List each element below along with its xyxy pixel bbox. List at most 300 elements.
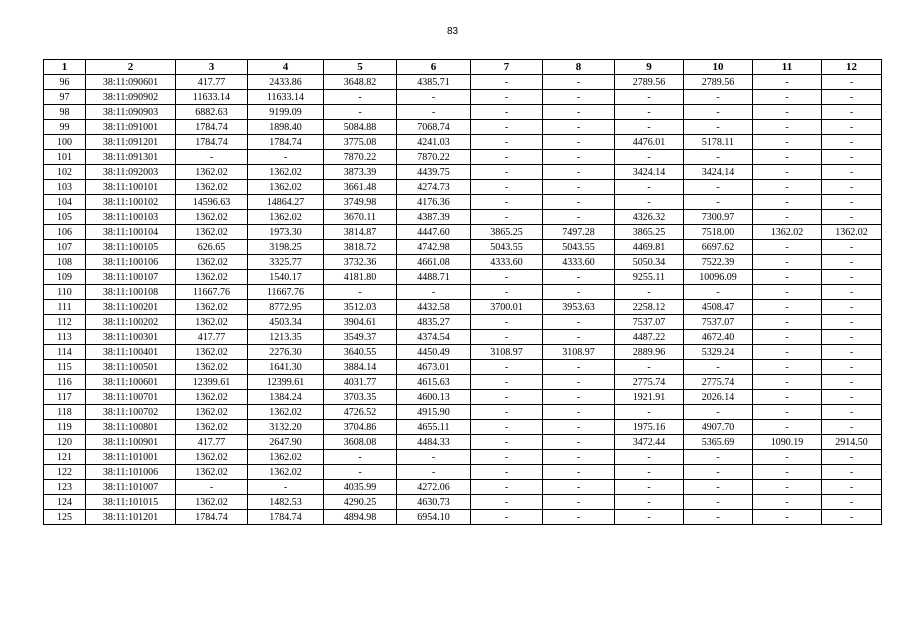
table-cell: 11667.76 xyxy=(176,285,248,300)
table-cell: 4488.71 xyxy=(397,270,471,285)
table-cell: 2789.56 xyxy=(684,75,753,90)
table-row xyxy=(44,330,882,345)
table-cell: 3424.14 xyxy=(615,165,684,180)
table-cell: 1362.02 xyxy=(176,495,248,510)
table-cell: 14596.63 xyxy=(176,195,248,210)
table-cell: 3749.98 xyxy=(324,195,397,210)
table-cell: 3818.72 xyxy=(324,240,397,255)
table-cell: 3814.87 xyxy=(324,225,397,240)
table-cell: - xyxy=(471,360,543,375)
table-cell: 3704.86 xyxy=(324,420,397,435)
table-cell: 1362.02 xyxy=(176,315,248,330)
table-cell: 12399.61 xyxy=(176,375,248,390)
table-cell: - xyxy=(753,375,822,390)
table-cell: 2789.56 xyxy=(615,75,684,90)
table-cell: 2889.96 xyxy=(615,345,684,360)
table-row xyxy=(44,90,882,105)
table-cell: - xyxy=(822,300,882,315)
table-cell: - xyxy=(471,435,543,450)
table-cell: 38:11:100202 xyxy=(86,315,176,330)
table-cell: - xyxy=(543,75,615,90)
table-cell: - xyxy=(471,405,543,420)
table-cell: 38:11:100108 xyxy=(86,285,176,300)
table-cell: - xyxy=(543,150,615,165)
table-cell: - xyxy=(471,195,543,210)
table-cell: 4387.39 xyxy=(397,210,471,225)
table-cell: 1784.74 xyxy=(176,135,248,150)
table-cell: 4290.25 xyxy=(324,495,397,510)
table-cell: 7870.22 xyxy=(397,150,471,165)
table-cell: 4176.36 xyxy=(397,195,471,210)
table-cell: 3648.82 xyxy=(324,75,397,90)
table-cell: - xyxy=(822,375,882,390)
table-cell: - xyxy=(753,405,822,420)
table-cell: 38:11:100104 xyxy=(86,225,176,240)
table-cell: 9255.11 xyxy=(615,270,684,285)
table-cell: 1384.24 xyxy=(248,390,324,405)
table-cell: - xyxy=(615,360,684,375)
table-cell: - xyxy=(822,360,882,375)
table-cell: - xyxy=(753,255,822,270)
table-cell: 112 xyxy=(44,315,86,330)
table-cell: 115 xyxy=(44,360,86,375)
table-cell: - xyxy=(543,315,615,330)
table-cell: - xyxy=(753,345,822,360)
table-cell: - xyxy=(471,270,543,285)
table-cell: 110 xyxy=(44,285,86,300)
table-cell: - xyxy=(822,405,882,420)
table-cell: - xyxy=(822,75,882,90)
table-cell: 1362.02 xyxy=(248,180,324,195)
table-cell: - xyxy=(822,195,882,210)
table-cell: - xyxy=(543,450,615,465)
table-cell: 38:11:090902 xyxy=(86,90,176,105)
table-cell: 11633.14 xyxy=(176,90,248,105)
table-cell: 3670.11 xyxy=(324,210,397,225)
column-header: 2 xyxy=(86,60,176,75)
table-cell: 119 xyxy=(44,420,86,435)
table-cell: 1362.02 xyxy=(176,300,248,315)
table-cell: 3472.44 xyxy=(615,435,684,450)
table-row xyxy=(44,210,882,225)
table-cell: 3661.48 xyxy=(324,180,397,195)
table-cell: 120 xyxy=(44,435,86,450)
table-cell: 2775.74 xyxy=(684,375,753,390)
table-cell: - xyxy=(753,150,822,165)
table-cell: - xyxy=(543,195,615,210)
table-cell: - xyxy=(543,510,615,525)
table-cell: - xyxy=(822,120,882,135)
table-cell: 1362.02 xyxy=(176,405,248,420)
table-cell: - xyxy=(543,285,615,300)
table-cell: 1362.02 xyxy=(248,465,324,480)
table-cell: - xyxy=(615,510,684,525)
table-cell: - xyxy=(753,390,822,405)
column-header: 12 xyxy=(822,60,882,75)
table-cell: 1482.53 xyxy=(248,495,324,510)
table-cell: - xyxy=(684,480,753,495)
table-cell: - xyxy=(684,510,753,525)
column-header: 5 xyxy=(324,60,397,75)
table-cell: 3198.25 xyxy=(248,240,324,255)
table-cell: 107 xyxy=(44,240,86,255)
table-cell: 2026.14 xyxy=(684,390,753,405)
table-cell: 9199.09 xyxy=(248,105,324,120)
table-cell: 122 xyxy=(44,465,86,480)
table-cell: 10096.09 xyxy=(684,270,753,285)
table-cell: - xyxy=(615,285,684,300)
table-row xyxy=(44,360,882,375)
table-cell: - xyxy=(753,330,822,345)
table-cell: 4915.90 xyxy=(397,405,471,420)
table-cell: - xyxy=(543,360,615,375)
table-row xyxy=(44,435,882,450)
table-cell: 38:11:092003 xyxy=(86,165,176,180)
table-cell: - xyxy=(684,105,753,120)
table-cell: 3884.14 xyxy=(324,360,397,375)
table-cell: 7300.97 xyxy=(684,210,753,225)
table-cell: 38:11:090601 xyxy=(86,75,176,90)
table-cell: - xyxy=(615,180,684,195)
table-cell: - xyxy=(753,420,822,435)
table-cell: - xyxy=(397,465,471,480)
table-header-row xyxy=(44,60,882,75)
table-cell: - xyxy=(471,480,543,495)
table-cell: - xyxy=(324,105,397,120)
table-row xyxy=(44,285,882,300)
table-cell: - xyxy=(822,210,882,225)
table-cell: 38:11:091201 xyxy=(86,135,176,150)
table-row xyxy=(44,390,882,405)
table-cell: 3325.77 xyxy=(248,255,324,270)
table-cell: - xyxy=(822,255,882,270)
table-cell: 118 xyxy=(44,405,86,420)
table-cell: - xyxy=(615,150,684,165)
table-cell: - xyxy=(397,285,471,300)
table-cell: - xyxy=(176,480,248,495)
table-cell: - xyxy=(822,510,882,525)
table-cell: - xyxy=(822,135,882,150)
table-cell: 1362.02 xyxy=(176,255,248,270)
table-cell: 1362.02 xyxy=(176,465,248,480)
table-cell: 97 xyxy=(44,90,86,105)
table-cell: 6697.62 xyxy=(684,240,753,255)
table-cell: - xyxy=(822,450,882,465)
table-cell: 4503.34 xyxy=(248,315,324,330)
table-cell: 38:11:100201 xyxy=(86,300,176,315)
table-cell: 38:11:101007 xyxy=(86,480,176,495)
table-row xyxy=(44,240,882,255)
table-cell: 103 xyxy=(44,180,86,195)
table-cell: 38:11:100601 xyxy=(86,375,176,390)
table-cell: 38:11:100801 xyxy=(86,420,176,435)
table-cell: 102 xyxy=(44,165,86,180)
table-cell: 117 xyxy=(44,390,86,405)
table-cell: 121 xyxy=(44,450,86,465)
table-cell: 123 xyxy=(44,480,86,495)
table-row xyxy=(44,300,882,315)
table-cell: - xyxy=(543,120,615,135)
table-cell: - xyxy=(543,180,615,195)
table-cell: - xyxy=(471,165,543,180)
table-cell: 1975.16 xyxy=(615,420,684,435)
table-cell: 4272.06 xyxy=(397,480,471,495)
table-cell: 4447.60 xyxy=(397,225,471,240)
table-cell: 1362.02 xyxy=(176,345,248,360)
table-cell: 1362.02 xyxy=(176,210,248,225)
table-cell: 7537.07 xyxy=(615,315,684,330)
table-cell: 7497.28 xyxy=(543,225,615,240)
table-cell: 124 xyxy=(44,495,86,510)
table-cell: - xyxy=(543,375,615,390)
table-cell: - xyxy=(822,165,882,180)
table-cell: 4241.03 xyxy=(397,135,471,150)
table-cell: 2276.30 xyxy=(248,345,324,360)
table-cell: 38:11:100102 xyxy=(86,195,176,210)
table-cell: 38:11:100702 xyxy=(86,405,176,420)
table-cell: 114 xyxy=(44,345,86,360)
column-header: 9 xyxy=(615,60,684,75)
table-cell: - xyxy=(397,90,471,105)
table-cell: 1362.02 xyxy=(176,225,248,240)
table-cell: - xyxy=(684,195,753,210)
table-cell: 2775.74 xyxy=(615,375,684,390)
table-cell: - xyxy=(471,120,543,135)
table-cell: 14864.27 xyxy=(248,195,324,210)
table-cell: - xyxy=(543,465,615,480)
table-cell: 38:11:100901 xyxy=(86,435,176,450)
table-cell: 3865.25 xyxy=(615,225,684,240)
table-cell: 2914.50 xyxy=(822,435,882,450)
table-cell: - xyxy=(753,495,822,510)
table-cell: - xyxy=(684,180,753,195)
table-cell: - xyxy=(753,75,822,90)
column-header: 1 xyxy=(44,60,86,75)
table-cell: 1921.91 xyxy=(615,390,684,405)
table-cell: - xyxy=(753,450,822,465)
table-cell: - xyxy=(543,270,615,285)
table-cell: 38:11:100106 xyxy=(86,255,176,270)
table-cell: 1362.02 xyxy=(176,450,248,465)
table-cell: 105 xyxy=(44,210,86,225)
table-cell: 3108.97 xyxy=(471,345,543,360)
table-cell: - xyxy=(471,510,543,525)
table-cell: 4439.75 xyxy=(397,165,471,180)
table-body xyxy=(44,75,882,525)
table-cell: - xyxy=(471,390,543,405)
table-cell: 116 xyxy=(44,375,86,390)
column-header: 3 xyxy=(176,60,248,75)
table-cell: - xyxy=(753,210,822,225)
table-cell: 4487.22 xyxy=(615,330,684,345)
table-cell: 1362.02 xyxy=(176,390,248,405)
table-cell: - xyxy=(615,480,684,495)
table-cell: 125 xyxy=(44,510,86,525)
table-cell: 38:11:100105 xyxy=(86,240,176,255)
table-cell: - xyxy=(471,90,543,105)
table-cell: - xyxy=(471,180,543,195)
table-cell: - xyxy=(753,480,822,495)
table-cell: 7870.22 xyxy=(324,150,397,165)
table-cell: - xyxy=(471,150,543,165)
table-cell: - xyxy=(753,135,822,150)
table-cell: 3424.14 xyxy=(684,165,753,180)
table-row xyxy=(44,375,882,390)
table-cell: 4508.47 xyxy=(684,300,753,315)
table-cell: - xyxy=(615,495,684,510)
table-cell: - xyxy=(471,330,543,345)
table-cell: 5043.55 xyxy=(471,240,543,255)
table-cell: 6882.63 xyxy=(176,105,248,120)
table-cell: - xyxy=(543,90,615,105)
table-cell: 4726.52 xyxy=(324,405,397,420)
table-cell: 4894.98 xyxy=(324,510,397,525)
table-cell: - xyxy=(684,285,753,300)
column-header: 10 xyxy=(684,60,753,75)
table-cell: 2433.86 xyxy=(248,75,324,90)
table-row xyxy=(44,120,882,135)
table-row xyxy=(44,195,882,210)
table-cell: 1898.40 xyxy=(248,120,324,135)
table-cell: 417.77 xyxy=(176,75,248,90)
table-cell: - xyxy=(543,210,615,225)
table-cell: - xyxy=(753,90,822,105)
table-row xyxy=(44,510,882,525)
table-cell: - xyxy=(471,105,543,120)
table-cell: 5050.34 xyxy=(615,255,684,270)
table-cell: 1090.19 xyxy=(753,435,822,450)
table-cell: 5178.11 xyxy=(684,135,753,150)
table-cell: 108 xyxy=(44,255,86,270)
table-cell: 8772.95 xyxy=(248,300,324,315)
table-cell: 4484.33 xyxy=(397,435,471,450)
table-row xyxy=(44,450,882,465)
table-cell: 38:11:101201 xyxy=(86,510,176,525)
table-cell: 3703.35 xyxy=(324,390,397,405)
table-cell: 111 xyxy=(44,300,86,315)
table-row xyxy=(44,405,882,420)
table-cell: - xyxy=(684,465,753,480)
table-cell: 38:11:100701 xyxy=(86,390,176,405)
table-cell: - xyxy=(753,285,822,300)
table-cell: - xyxy=(753,180,822,195)
table-cell: - xyxy=(753,240,822,255)
table-row xyxy=(44,180,882,195)
table-row xyxy=(44,225,882,240)
table-cell: 2647.90 xyxy=(248,435,324,450)
table-cell: 3865.25 xyxy=(471,225,543,240)
table-cell: 1362.02 xyxy=(248,405,324,420)
table-cell: 98 xyxy=(44,105,86,120)
table-cell: 38:11:101015 xyxy=(86,495,176,510)
table-cell: - xyxy=(822,390,882,405)
table-cell: 1362.02 xyxy=(176,165,248,180)
table-cell: 3775.08 xyxy=(324,135,397,150)
table-cell: - xyxy=(471,210,543,225)
table-cell: - xyxy=(543,405,615,420)
table-cell: - xyxy=(753,195,822,210)
table-cell: - xyxy=(753,165,822,180)
table-cell: - xyxy=(543,105,615,120)
table-cell: 3953.63 xyxy=(543,300,615,315)
table-cell: 4432.58 xyxy=(397,300,471,315)
table-cell: 109 xyxy=(44,270,86,285)
table-row xyxy=(44,465,882,480)
table-cell: 1641.30 xyxy=(248,360,324,375)
table-cell: 4035.99 xyxy=(324,480,397,495)
table-cell: 113 xyxy=(44,330,86,345)
table-cell: - xyxy=(543,390,615,405)
column-header: 6 xyxy=(397,60,471,75)
table-cell: 5365.69 xyxy=(684,435,753,450)
table-cell: 99 xyxy=(44,120,86,135)
table-cell: - xyxy=(615,450,684,465)
table-cell: 1784.74 xyxy=(176,510,248,525)
table-cell: - xyxy=(684,405,753,420)
table-cell: - xyxy=(543,495,615,510)
table-cell: 1213.35 xyxy=(248,330,324,345)
table-cell: - xyxy=(543,165,615,180)
table-cell: - xyxy=(822,345,882,360)
table-cell: 1362.02 xyxy=(248,165,324,180)
table-cell: 4907.70 xyxy=(684,420,753,435)
table-cell: - xyxy=(471,285,543,300)
table-cell: - xyxy=(822,495,882,510)
table-cell: 1362.02 xyxy=(248,450,324,465)
table-row xyxy=(44,165,882,180)
table-cell: 38:11:101001 xyxy=(86,450,176,465)
table-cell: 1362.02 xyxy=(176,270,248,285)
column-header: 8 xyxy=(543,60,615,75)
table-cell: 38:11:100301 xyxy=(86,330,176,345)
table-cell: - xyxy=(615,90,684,105)
table-row xyxy=(44,255,882,270)
table-cell: - xyxy=(471,315,543,330)
table-row xyxy=(44,495,882,510)
table-cell: - xyxy=(543,435,615,450)
table-cell: 417.77 xyxy=(176,330,248,345)
column-header: 11 xyxy=(753,60,822,75)
table-cell: - xyxy=(822,330,882,345)
table-cell: - xyxy=(248,150,324,165)
table-cell: - xyxy=(822,150,882,165)
table-cell: 4385.71 xyxy=(397,75,471,90)
table-cell: 4374.54 xyxy=(397,330,471,345)
table-cell: - xyxy=(684,360,753,375)
table-cell: - xyxy=(822,90,882,105)
table-cell: - xyxy=(615,405,684,420)
table-cell: - xyxy=(397,450,471,465)
table-cell: - xyxy=(471,375,543,390)
table-cell: 38:11:091301 xyxy=(86,150,176,165)
page-number: 83 xyxy=(446,26,459,37)
table-cell: - xyxy=(471,420,543,435)
table-cell: - xyxy=(324,450,397,465)
table-cell: - xyxy=(471,135,543,150)
table-cell: - xyxy=(397,105,471,120)
table-cell: 3700.01 xyxy=(471,300,543,315)
table-cell: 7522.39 xyxy=(684,255,753,270)
table-cell: - xyxy=(248,480,324,495)
table-cell: - xyxy=(615,465,684,480)
table-cell: 96 xyxy=(44,75,86,90)
table-cell: 7537.07 xyxy=(684,315,753,330)
table-cell: 4835.27 xyxy=(397,315,471,330)
table-cell: - xyxy=(324,285,397,300)
table-cell: 3640.55 xyxy=(324,345,397,360)
table-cell: - xyxy=(753,360,822,375)
table-cell: 3132.20 xyxy=(248,420,324,435)
